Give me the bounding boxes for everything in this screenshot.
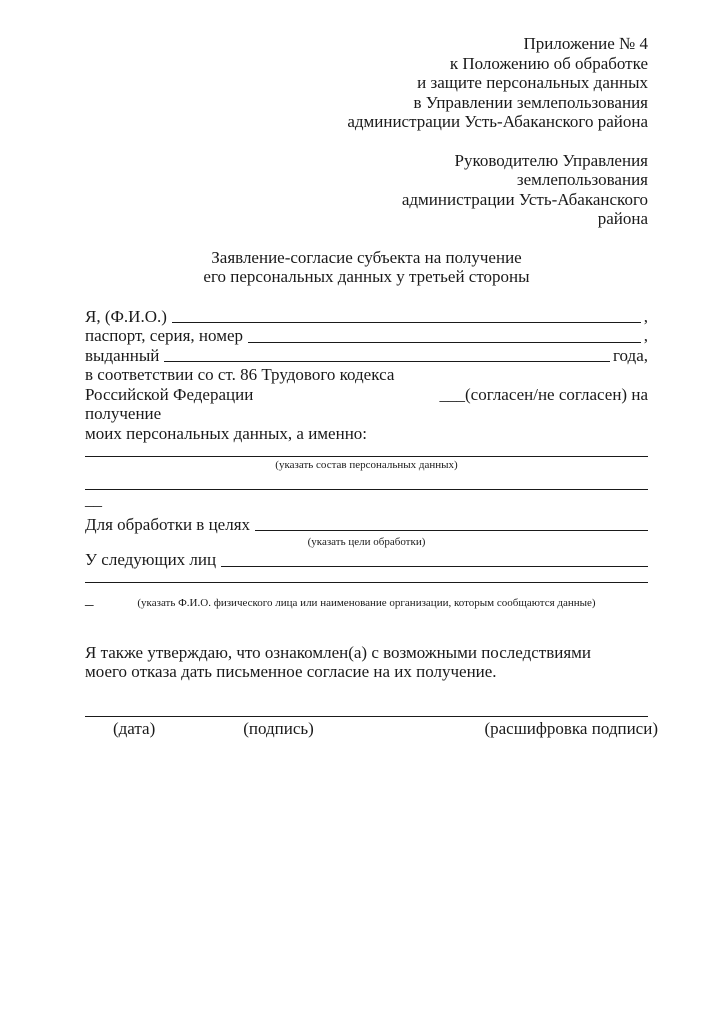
caption-person-org: (указать Ф.И.О. физического лица или наименование организации, которым сообщаются данные): [137, 596, 596, 609]
signature-line: [85, 715, 648, 717]
addressee-line: района: [597, 209, 648, 228]
personal-data-line: моих персональных данных, а именно:: [85, 423, 368, 443]
fio-tail: ,: [643, 306, 648, 326]
data-fill-line-1: [85, 443, 648, 457]
persons-label: У следующих лиц: [85, 550, 217, 569]
receive-line: получение: [85, 404, 162, 423]
passport-fill-line: [248, 342, 641, 343]
addressee-line: администрации Усть-Абаканского: [401, 189, 648, 209]
confirmation-paragraph: Я также утверждаю, что ознакомлен(а) с возможными последствиями моего отказа дать письменное согласие на их получение.: [85, 642, 592, 681]
passport-label: паспорт, серия, номер: [85, 326, 244, 345]
appendix-line: Приложение № 4: [523, 34, 648, 53]
processing-label: Для обработки в целях: [85, 514, 251, 534]
document-title: [85, 248, 648, 287]
persons-fill-line-2: [85, 570, 648, 583]
processing-fill-line: [255, 530, 648, 531]
caption-processing-purpose: (указать цели обработки): [307, 536, 426, 548]
document-title-line1: Заявление-согласие субъекта на получение: [211, 247, 522, 267]
dash-line-single: _: [85, 588, 94, 608]
issued-fill-line: [164, 361, 610, 362]
appendix-line: в Управлении землепользования: [413, 92, 648, 112]
addressee-block: [85, 151, 648, 229]
signature-labels-row: [85, 718, 658, 739]
fio-label: Я, (Ф.И.О.): [85, 306, 167, 326]
persons-row: [85, 550, 648, 570]
signature-label: (подпись): [243, 718, 314, 738]
law-line: в соответствии со ст. 86 Трудового кодекса: [85, 365, 395, 384]
appendix-line: и защите персональных данных: [417, 73, 648, 92]
addressee-line: Руководителю Управления: [454, 150, 648, 170]
fio-fill-line: [172, 322, 641, 323]
consent-choice-label: ___(согласен/не согласен) на: [439, 384, 648, 404]
federation-label: Российской Федерации: [85, 384, 254, 404]
form-body: [85, 306, 658, 739]
issued-label: выданный: [85, 345, 160, 365]
issued-tail: года,: [612, 345, 648, 365]
date-label: (дата): [113, 718, 156, 738]
appendix-line: к Положению об обработке: [449, 53, 648, 73]
passport-tail: ,: [643, 326, 648, 345]
consent-row: [85, 385, 648, 405]
processing-row: [85, 515, 648, 535]
fio-row: [85, 307, 648, 327]
dash-line-double: __: [85, 490, 102, 509]
caption-data-composition: (указать состав персональных данных): [275, 459, 458, 471]
addressee-line: землепользования: [516, 170, 648, 189]
document-title-line2: его персональных данных у третьей стороны: [203, 267, 530, 286]
persons-fill-line: [221, 566, 648, 567]
data-fill-line-2: [85, 473, 648, 490]
appendix-line: администрации Усть-Абаканского района: [347, 112, 648, 131]
appendix-block: [85, 34, 648, 132]
issued-row: [85, 346, 648, 366]
person-org-row: [85, 589, 648, 609]
passport-row: [85, 326, 648, 346]
signature-transcript-label: (расшифровка подписи): [484, 718, 658, 738]
